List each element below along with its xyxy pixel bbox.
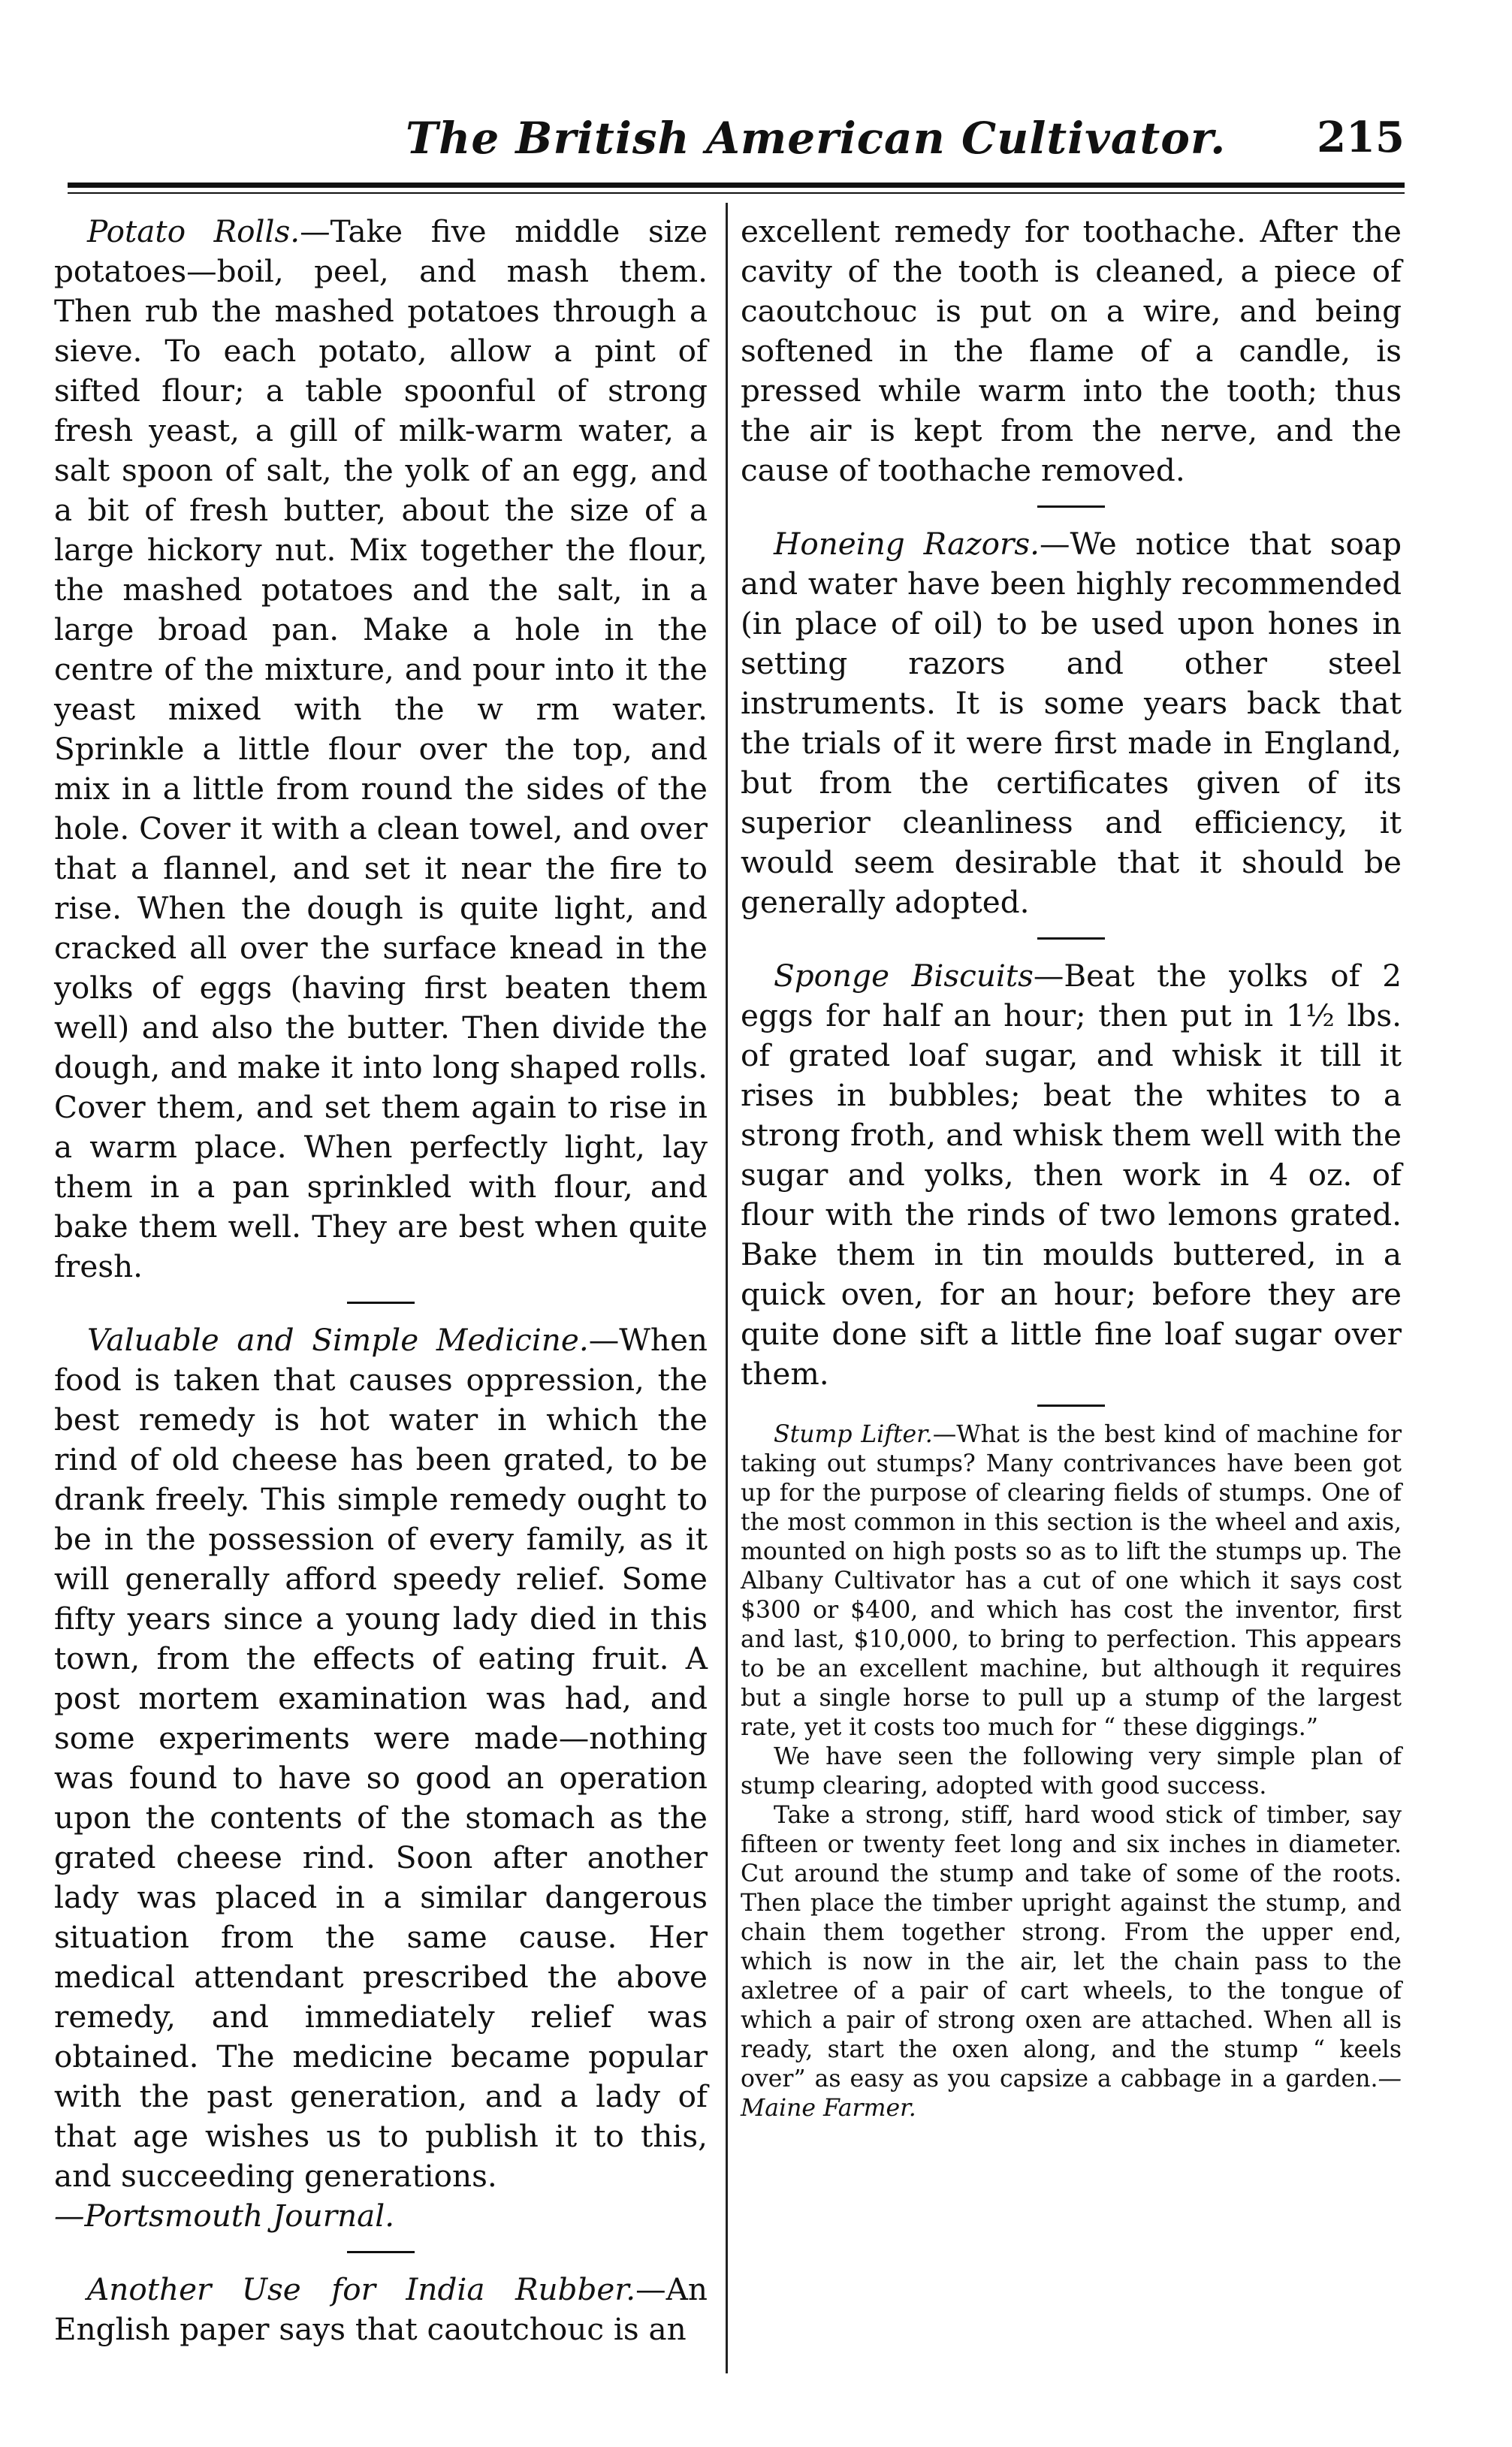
- running-title: The British American Cultivator.: [406, 113, 1227, 164]
- article-honeing-razors: [741, 524, 1402, 922]
- page-header: [68, 113, 1405, 173]
- header-rule-thin: [68, 192, 1405, 194]
- article-paragraph: [741, 1801, 1402, 2123]
- article-text: —What is the best kind of machine for taking out stumps? Many contrivances have been got up for the purpose of clearing fields of stumps. One of the most common in this section is the wheel and axis, mounted on high posts so as to lift the stumps up. The Albany Cultivator has a cut of one which it says cost $300 or $400, and which has cost the inventor, first and last, $10,000, to bring to perfection. This appears to be an excellent machine, but although it requires but a single horse to pull up a stump of the largest rate, yet it costs too much for “ these diggings.”: [741, 1421, 1402, 1741]
- article-body: [54, 2270, 708, 2349]
- article-body: [741, 956, 1402, 1394]
- header-rule-thick: [68, 183, 1405, 188]
- article-india-rubber-continued: [741, 212, 1402, 490]
- article-separator: [1037, 937, 1105, 940]
- article-separator: [347, 1302, 415, 1304]
- article-text: —When food is taken that causes oppression, the best remedy is hot water in which the rind of old cheese has been grated, to be drank freely. This simple remedy ought to be in the possession of every family, as it will generally afford speedy relief. Some fifty years since a young lady died in this town, from the effects of eating fruit. A post mortem examination was had, and some experiments were made—nothing was found to have so good an operation upon the contents of the stomach as the grated cheese rind. Soon after another lady was placed in a similar dangerous situation from the same cause. Her medical attendant prescribed the above remedy, and immediately relief was obtained. The medicine became popular with the past generation, and a lady of that age wishes us to publish it to this, and succeeding generations.: [54, 1322, 708, 2194]
- article-text: —An English paper says that caoutchouc is an: [54, 2271, 708, 2347]
- article-text: —Take five middle size potatoes—boil, peel, and mash them. Then rub the mashed potatoes through a sieve. To each potato, allow a pint of sifted flour; a table spoonful of strong fresh yeast, a gill of milk-warm water, a salt spoon of salt, the yolk of an egg, and a bit of fresh butter, about the size of a large hickory nut. Mix together the flour, the mashed potatoes and the salt, in a large broad pan. Make a hole in the centre of the mixture, and pour into it the yeast mixed with the w rm water. Sprinkle a little flour over the top, and mix in a little from round the sides of the hole. Cover it with a clean towel, and over that a flannel, and set it near the fire to rise. When the dough is quite light, and cracked all over the surface knead in the yolks of eggs (having first beaten them well) and also the butter. Then divide the dough, and make it into long shaped rolls. Cover them, and set them again to rise in a warm place. When perfectly light, lay them in a pan sprinkled with flour, and bake them well. They are best when quite fresh.: [54, 213, 708, 1284]
- left-column: [54, 212, 708, 2349]
- article-separator: [1037, 1405, 1105, 1407]
- article-title: Stump Lifter.: [774, 1421, 933, 1448]
- article-text: —We notice that soap and water have been highly recommended (in place of oil) to be used upon hones in setting razors and other steel instruments. It is some years back that the trials of it were first made in England, but from the certificates given of its superior cleanliness and efficiency, it would seem desirable that it should be generally adopted.: [741, 526, 1402, 920]
- article-body: [54, 212, 708, 1287]
- article-source: —Portsmouth Journal.: [54, 2198, 395, 2234]
- article-text: Take a strong, stiff, hard wood stick of timber, say fifteen or twenty feet long and six inches in diameter. Cut around the stump and take of some of the roots. Then place the timber upright against the stump, and chain them together strong. From the upper end, which is now in the air, let the chain pass to the axletree of a pair of cart wheels, to the tongue of which a pair of strong oxen are attached. When all is ready, start the oxen along, and the stump “ keels over” as easy as you capsize a cabbage in a garden.: [741, 1802, 1402, 2092]
- article-text: excellent remedy for toothache. After the cavity of the tooth is cleaned, a piece of caoutchouc is put on a wire, and being softened in the flame of a candle, is pressed while warm into the tooth; thus the air is kept from the nerve, and the cause of toothache removed.: [741, 213, 1402, 488]
- article-simple-medicine: [54, 1320, 708, 2236]
- column-divider: [726, 203, 728, 2373]
- article-title: Another Use for India Rubber.: [87, 2271, 636, 2307]
- article-title: Sponge Biscuits: [774, 958, 1034, 994]
- article-title: Valuable and Simple Medicine.: [87, 1322, 589, 1358]
- article-india-rubber: [54, 2270, 708, 2349]
- article-potato-rolls: [54, 212, 708, 1287]
- article-separator: [347, 2251, 415, 2253]
- article-stump-lifter: [741, 1420, 1402, 2123]
- article-paragraph: We have seen the following very simple plan of stump clearing, adopted with good success.: [741, 1743, 1402, 1800]
- article-body: [54, 1320, 708, 2196]
- page-number: 215: [1317, 113, 1405, 162]
- article-sponge-biscuits: [741, 956, 1402, 1394]
- article-source: —Maine Farmer.: [741, 2065, 1402, 2122]
- right-column: [741, 212, 1402, 2123]
- article-separator: [1037, 505, 1105, 508]
- article-title: Potato Rolls.: [87, 213, 300, 249]
- article-text: —Beat the yolks of 2 eggs for half an hour; then put in 1½ lbs. of grated loaf sugar, and whisk it till it rises in bubbles; beat the whites to a strong froth, and whisk them well with the sugar and yolks, then work in 4 oz. of flour with the rinds of two lemons grated. Bake them in tin moulds buttered, in a quick oven, for an hour; before they are quite done sift a little fine loaf sugar over them.: [741, 958, 1402, 1392]
- article-body: [741, 524, 1402, 922]
- article-body: [741, 1420, 1402, 1742]
- article-title: Honeing Razors.: [774, 526, 1040, 562]
